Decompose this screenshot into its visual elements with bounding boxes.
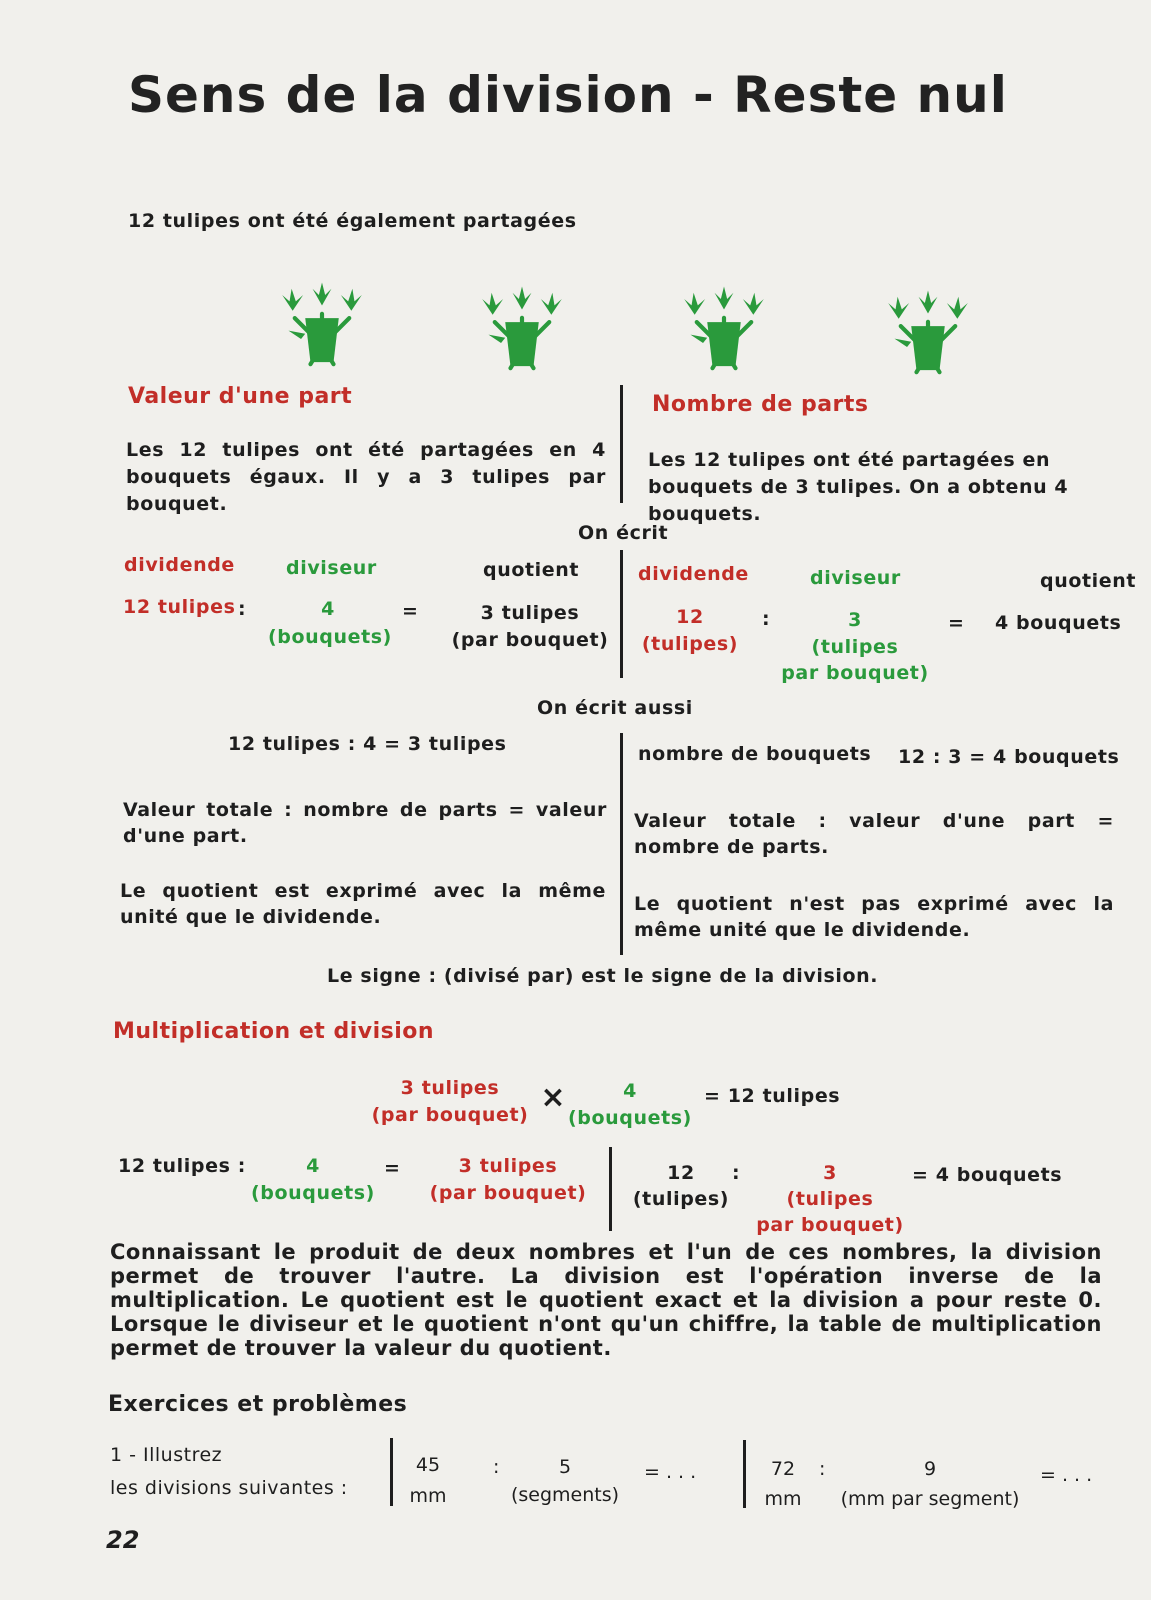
left-diviseur-label: diviseur	[286, 557, 377, 579]
md-left-equals: =	[384, 1157, 401, 1179]
md-left-quotient: 3 tulipes	[458, 1155, 558, 1177]
left-eq-dividend: 12 tulipes	[123, 596, 236, 618]
right-note: Le quotient n'est pas exprimé avec la même unité que le dividende.	[634, 893, 1114, 941]
md-right-dividend-unit: (tulipes)	[632, 1188, 730, 1210]
left-eq-divisor: 4	[321, 598, 335, 620]
exercise-divider	[390, 1438, 393, 1506]
md-left-quotient-unit: (par bouquet)	[429, 1182, 587, 1204]
ex2-dividend-unit: mm	[764, 1488, 802, 1510]
ex2-dividend: 72	[770, 1458, 796, 1480]
right-quotient-label: quotient	[1040, 570, 1137, 592]
mult-factor-a: 3 tulipes	[400, 1077, 500, 1099]
left-eq-quotient: 3 tulipes	[480, 602, 580, 624]
right-aussi-label: nombre de bouquets	[638, 743, 872, 765]
md-right-divisor-unit-2: par bouquet)	[756, 1214, 904, 1236]
tulip-bouquet-icon	[478, 266, 566, 374]
md-right-dividend: 12	[667, 1162, 695, 1184]
tulip-bouquet-icon	[278, 262, 366, 370]
column-divider	[609, 1147, 612, 1231]
left-eq-colon: :	[238, 598, 247, 620]
left-eq-divisor-unit: (bouquets)	[268, 626, 392, 648]
md-left-divisor-unit: (bouquets)	[251, 1182, 375, 1204]
exercises-heading: Exercices et problèmes	[108, 1392, 408, 1417]
mult-factor-b: 4	[623, 1080, 637, 1102]
mult-heading: Multiplication et division	[113, 1019, 435, 1044]
md-right-divisor-unit-1: (tulipes	[786, 1188, 874, 1210]
left-description: Les 12 tulipes ont été partagées en 4 bouquets égaux. Il y a 3 tulipes par bouquet.	[126, 439, 606, 515]
mult-factor-b-unit: (bouquets)	[568, 1107, 692, 1129]
tulip-bouquet-icon	[884, 270, 972, 378]
right-heading: Nombre de parts	[652, 392, 869, 417]
ex1-dividend-unit: mm	[409, 1485, 447, 1507]
intro-text: 12 tulipes ont été également partagées	[128, 210, 577, 232]
right-rule: Valeur totale : valeur d'une part = nombre de parts.	[634, 810, 1114, 858]
left-quotient-label: quotient	[483, 559, 580, 581]
exercise-divider	[743, 1440, 746, 1508]
right-diviseur-label: diviseur	[810, 567, 901, 589]
right-eq-equals: =	[948, 612, 965, 634]
md-right-divisor: 3	[823, 1162, 837, 1184]
column-divider	[620, 733, 623, 955]
right-dividende-label: dividende	[638, 563, 749, 585]
right-eq-colon: :	[762, 608, 771, 630]
right-eq-dividend: 12	[676, 606, 704, 628]
tulip-bouquet-icon	[680, 266, 768, 374]
column-divider	[620, 385, 623, 503]
right-description: Les 12 tulipes ont été partagées en bouquets de 3 tulipes. On a obtenu 4 bouquets.	[648, 449, 1069, 525]
md-right-colon: :	[732, 1162, 741, 1184]
left-rule: Valeur totale : nombre de parts = valeur d'une part.	[123, 799, 607, 847]
ex2-colon: :	[819, 1458, 826, 1480]
right-eq-dividend-unit: (tulipes)	[641, 633, 739, 655]
right-eq-divisor-unit-2: par bouquet)	[781, 662, 929, 684]
ex1-divisor: 5	[558, 1456, 572, 1478]
right-eq-divisor: 3	[848, 609, 862, 631]
right-eq-divisor-unit-1: (tulipes	[811, 636, 899, 658]
on-ecrit-label: On écrit	[578, 522, 669, 544]
ex1-equals: = . . .	[644, 1461, 697, 1483]
summary-paragraph: Connaissant le produit de deux nombres et l'un de ces nombres, la division permet de trouver l'autre. La division est l'opération inverse de la multiplication. Le quotient est le quotient exact et la division a pour reste 0. Lorsque le diviseur et le quotient n'ont qu'un chiffre, la table de multiplication permet de trouver la valeur du quotient.	[110, 1240, 1102, 1360]
ex1-colon: :	[493, 1456, 500, 1478]
exercise-text: les divisions suivantes :	[110, 1477, 348, 1499]
left-aussi-equation: 12 tulipes : 4 = 3 tulipes	[228, 733, 507, 755]
ex1-divisor-unit: (segments)	[510, 1484, 620, 1506]
left-note: Le quotient est exprimé avec la même unité que le dividende.	[120, 880, 606, 928]
ex2-divisor: 9	[923, 1458, 937, 1480]
ex2-divisor-unit: (mm par segment)	[840, 1488, 1020, 1510]
right-eq-quotient: 4 bouquets	[995, 612, 1122, 634]
column-divider	[620, 550, 623, 678]
division-sign-note: Le signe : (divisé par) est le signe de la division.	[327, 965, 879, 987]
right-aussi-equation: 12 : 3 = 4 bouquets	[898, 746, 1120, 768]
exercise-number: 1 - Illustrez	[110, 1444, 223, 1466]
page-title: Sens de la division - Reste nul	[128, 66, 1008, 124]
mult-factor-a-unit: (par bouquet)	[371, 1104, 529, 1126]
md-left-dividend: 12 tulipes :	[118, 1155, 246, 1177]
md-right-result: = 4 bouquets	[912, 1164, 1063, 1186]
left-eq-equals: =	[402, 600, 419, 622]
ex1-dividend: 45	[415, 1454, 441, 1476]
page-number: 22	[106, 1526, 140, 1554]
left-eq-quotient-unit: (par bouquet)	[451, 629, 609, 651]
on-ecrit-aussi-label: On écrit aussi	[537, 697, 693, 719]
multiply-icon: ×	[540, 1080, 566, 1115]
left-heading: Valeur d'une part	[128, 384, 353, 409]
mult-result: = 12 tulipes	[704, 1085, 841, 1107]
ex2-equals: = . . .	[1040, 1464, 1093, 1486]
md-left-divisor: 4	[306, 1155, 320, 1177]
left-dividende-label: dividende	[124, 554, 235, 576]
